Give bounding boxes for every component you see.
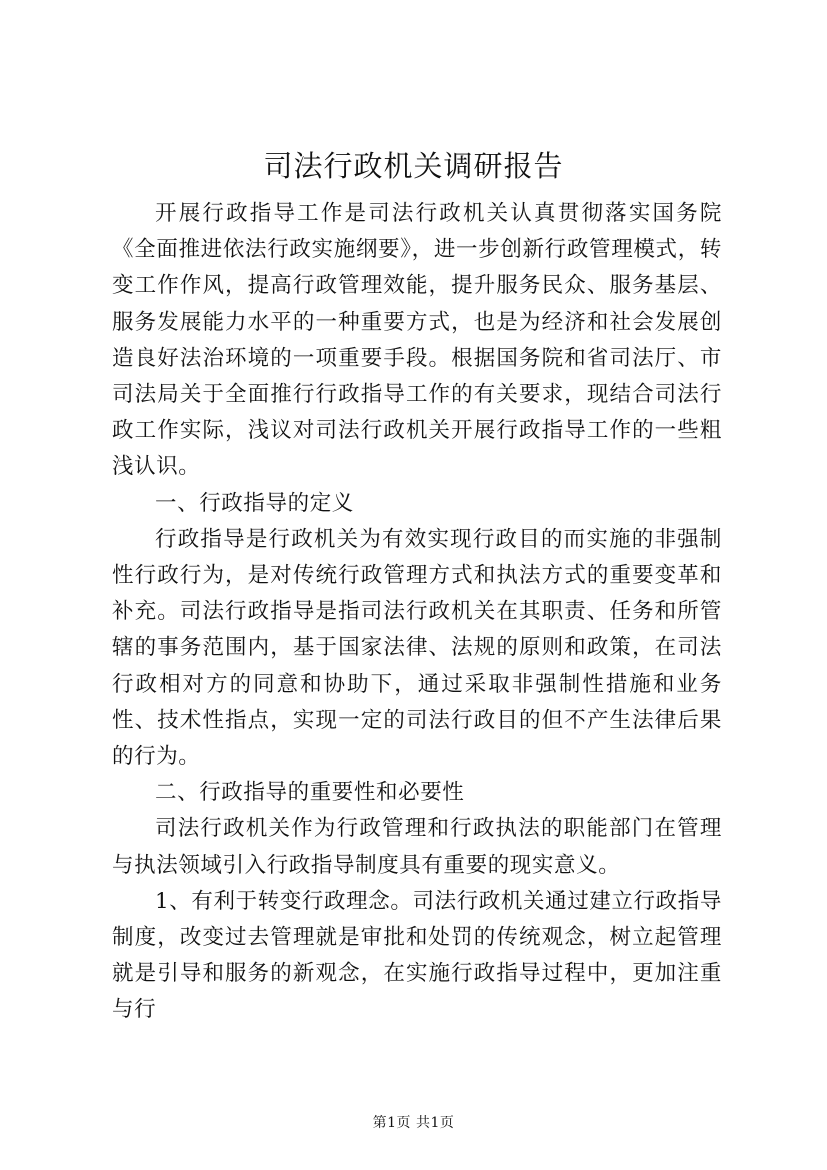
paragraph-point-1: 1、有利于转变行政理念。司法行政机关通过建立行政指导制度，改变过去管理就是审批和处罚的传统观念，树立起管理就是引导和服务的新观念，在实施行政指导过程中，更加注重与行 (112, 888, 722, 1023)
document-title: 司法行政机关调研报告 (263, 149, 564, 183)
section-heading-definition: 一、行政指导的定义 (155, 490, 354, 516)
paragraph-definition: 行政指导是行政机关为有效实现行政目的而实施的非强制性行政行为，是对传统行政管理方式和执法方式的重要变革和补充。司法行政指导是指司法行政机关在其职责、任务和所管辖的事务范围内，基于国家法律、法规的原则和政策，在司法行政相对方的同意和协助下，通过采取非强制性措施和业务性、技术性指点，实现一定的司法行政目的但不产生法律后果的行为。 (112, 526, 722, 770)
paragraph-importance: 司法行政机关作为行政管理和行政执法的职能部门在管理与执法领域引入行政指导制度具有重要的现实意义。 (112, 816, 722, 878)
page-footer: 第1页 共1页 (372, 1115, 455, 1131)
paragraph-intro: 开展行政指导工作是司法行政机关认真贯彻落实国务院《全面推进依法行政实施纲要》，进一步创新行政管理模式，转变工作作风，提高行政管理效能，提升服务民众、服务基层、服务发展能力水平的一种重要方式，也是为经济和社会发展创造良好法治环境的一项重要手段。根据国务院和省司法厅、市司法局关于全面推行行政指导工作的有关要求，现结合司法行政工作实际，浅议对司法行政机关开展行政指导工作的一些粗浅认识。 (112, 201, 722, 480)
section-heading-importance: 二、行政指导的重要性和必要性 (155, 780, 465, 806)
document-body (112, 196, 722, 1029)
